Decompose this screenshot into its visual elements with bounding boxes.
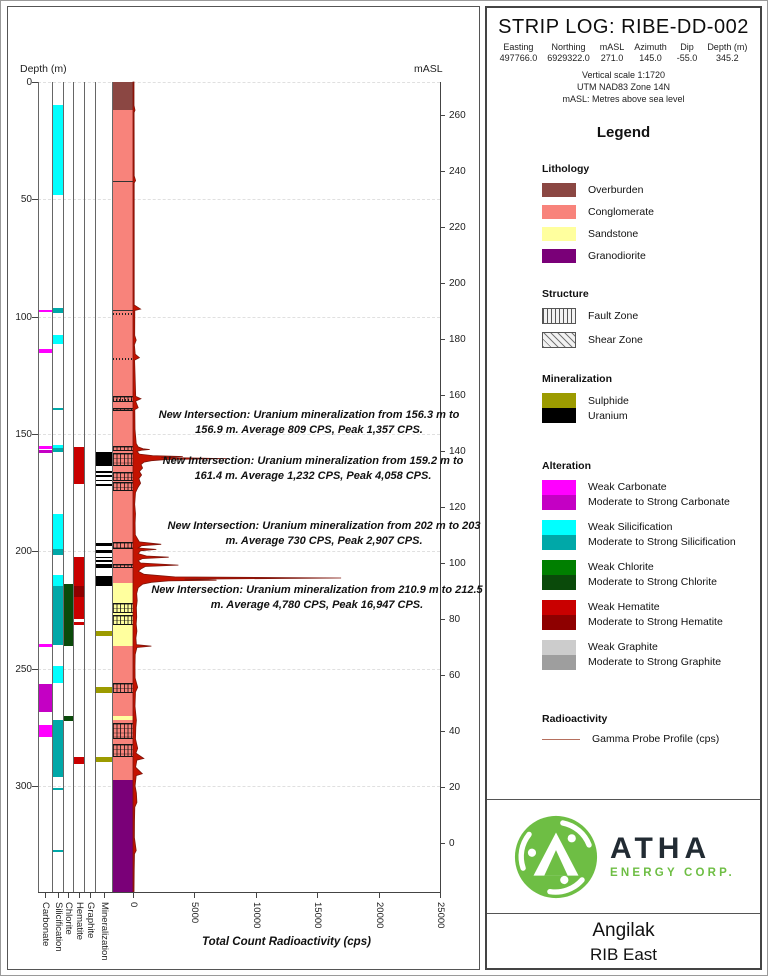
legend-alteration-item (542, 640, 760, 670)
cps-tick (194, 892, 195, 898)
lithology-label: Granodiorite (588, 250, 646, 262)
bottom-axis-line (38, 892, 440, 893)
carbonate-alteration-interval (39, 310, 52, 313)
alteration-weak-swatch (542, 640, 576, 655)
depth-tick-label: 150 (15, 428, 32, 440)
alteration-heading: Alteration (542, 460, 592, 472)
cps-tick-label: 5000 (189, 902, 201, 924)
area-name: RIB East (589, 944, 658, 964)
hematite-alteration-interval (74, 757, 84, 764)
alteration-swatch-pair (542, 480, 576, 510)
masl-note: mASL: Metres above sea level (562, 94, 685, 104)
masl-tick-label: 160 (449, 390, 466, 401)
masl-tick (440, 451, 445, 452)
carbonate-alteration-interval (39, 450, 52, 453)
masl-tick-label: 120 (449, 502, 466, 513)
alteration-labels (588, 480, 730, 510)
masl-tick-label: 60 (449, 670, 461, 681)
carbonate-alteration-interval (39, 349, 52, 353)
mineralization-label: Uranium (588, 409, 628, 422)
track-tick (90, 892, 91, 898)
hematite-alteration-interval (74, 557, 84, 586)
track-tick (58, 892, 59, 898)
cps-tick (440, 892, 441, 898)
mineralization-interval (96, 576, 112, 585)
silicification-alteration-interval (53, 549, 63, 555)
lithology-swatch (542, 227, 576, 241)
masl-tick-label: 240 (449, 166, 466, 177)
legend-mineralization-section (487, 373, 760, 423)
legend-lithology-row (542, 227, 760, 241)
lithology-stipple-line (113, 313, 134, 315)
cps-tick-label: 10000 (250, 902, 262, 929)
lithology-heading: Lithology (542, 163, 590, 175)
meta-value: 145.0 (639, 53, 662, 63)
alteration-strong-swatch (542, 535, 576, 550)
track-boundary-line (38, 82, 39, 892)
silicification-alteration-interval (53, 586, 63, 645)
cps-tick-label: 20000 (373, 902, 385, 929)
collar-metadata (487, 42, 760, 63)
masl-tick-label: 80 (449, 614, 461, 625)
masl-tick (440, 619, 445, 620)
silicification-alteration-interval (53, 666, 63, 682)
log-title: STRIP LOG: RIBE-DD-002 (498, 16, 749, 38)
hematite-alteration-interval (74, 447, 84, 484)
alteration-labels (588, 640, 721, 670)
meta-value: 345.2 (716, 53, 739, 63)
cps-tick-label: 15000 (312, 902, 324, 929)
legend-radioactivity-section (487, 713, 760, 745)
alteration-strong-label: Moderate to Strong Silicification (588, 536, 736, 548)
legend-alteration-section (487, 460, 760, 680)
cps-tick (317, 892, 318, 898)
meta-label: Northing (551, 42, 586, 52)
meta-label: Easting (503, 42, 534, 52)
masl-tick-label: 0 (449, 838, 455, 849)
masl-tick-label: 260 (449, 110, 466, 121)
fault-zone-interval (113, 396, 134, 402)
intersection-annotation-1: New Intersection: Uranium mineralization from 156.3 m to 156.9 m. Average 809 CPS, Peak 1,357 CPS. (158, 409, 460, 436)
alteration-weak-label: Weak Silicification (588, 521, 673, 533)
intersection-annotation-4: New Intersection: Uranium mineralization from 210.9 m to 212.5 m. Average 4,780 CPS, Peak 16,947 CPS. (151, 584, 483, 611)
fault-zone-interval (113, 542, 134, 549)
gamma-line-sample (542, 739, 580, 740)
cps-tick (133, 892, 134, 898)
fault-zone-interval (113, 482, 134, 491)
mineralization-interval (96, 484, 112, 486)
track-tick (45, 892, 46, 898)
alteration-strong-label: Moderate to Strong Graphite (588, 656, 722, 668)
track-boundary-line (95, 82, 96, 892)
track-label-mineralization: Mineralization (98, 902, 110, 961)
masl-tick (440, 171, 445, 172)
lithology-swatch (542, 183, 576, 197)
fault-zone-interval (113, 723, 134, 739)
lithology-swatch (542, 205, 576, 219)
alteration-weak-swatch (542, 600, 576, 615)
alteration-weak-swatch (542, 520, 576, 535)
track-boundary-line (73, 82, 74, 892)
legend-alteration-item (542, 480, 760, 510)
legend-lithology-row (542, 183, 760, 197)
alteration-labels (588, 560, 717, 590)
alteration-strong-swatch (542, 495, 576, 510)
track-boundary-line (63, 82, 64, 892)
carbonate-alteration-interval (39, 725, 52, 737)
meta-label: Depth (m) (707, 42, 748, 52)
legend-alteration-item (542, 600, 760, 630)
masl-tick (440, 115, 445, 116)
alteration-labels (588, 520, 736, 550)
masl-tick (440, 731, 445, 732)
fault-zone-interval (113, 408, 134, 412)
lithology-label: Conglomerate (588, 206, 654, 218)
silicification-alteration-interval (53, 575, 63, 586)
fault-zone-interval (113, 603, 134, 613)
masl-tick (440, 227, 445, 228)
meta-column (707, 42, 747, 63)
lithology-label: Sandstone (588, 228, 639, 240)
logo-company-name: ATHA (610, 832, 712, 865)
legend-mineralization-row (542, 408, 760, 423)
structure-label: Shear Zone (588, 334, 643, 346)
depth-axis-label: Depth (m) (20, 63, 67, 75)
hematite-alteration-interval (74, 597, 84, 619)
lithology-label: Overburden (588, 184, 644, 196)
meta-column (547, 42, 590, 63)
silicification-alteration-interval (53, 514, 63, 549)
carbonate-alteration-interval (39, 644, 52, 647)
masl-tick (440, 563, 445, 564)
hematite-alteration-interval (74, 622, 84, 625)
masl-tick (440, 507, 445, 508)
masl-tick-label: 40 (449, 726, 461, 737)
masl-tick (440, 395, 445, 396)
fault-zone-interval (113, 615, 134, 625)
mineralization-interval (96, 557, 112, 559)
track-tick (68, 892, 69, 898)
masl-tick (440, 339, 445, 340)
meta-column (600, 42, 625, 63)
cps-tick (256, 892, 257, 898)
alteration-strong-swatch (542, 615, 576, 630)
intersection-annotation-3: New Intersection: Uranium mineralization from 202 m to 203 m. Average 730 CPS, Peak 2,907 CPS. (167, 520, 481, 547)
mineralization-swatch (542, 393, 576, 408)
shear-zone-swatch (542, 332, 576, 348)
meta-value: 6929322.0 (547, 53, 590, 63)
mineralization-interval (96, 543, 112, 547)
legend-structure-section (487, 288, 760, 356)
meta-column (500, 42, 538, 63)
lithology-interval (113, 82, 134, 110)
chlorite-alteration-interval (64, 584, 73, 646)
alteration-swatch-pair (542, 520, 576, 550)
masl-tick (440, 675, 445, 676)
masl-tick-label: 140 (449, 446, 466, 457)
legend-lithology-row (542, 205, 760, 219)
legend-lithology-section (487, 163, 760, 271)
masl-axis-line (440, 82, 441, 892)
logo-tagline: ENERGY CORP. (610, 867, 735, 879)
mineralization-interval (96, 452, 112, 465)
track-tick (104, 892, 105, 898)
cps-tick (379, 892, 380, 898)
alteration-labels (588, 600, 723, 630)
mineralization-interval (96, 564, 112, 568)
fault-zone-interval (113, 472, 134, 481)
meta-value: 497766.0 (499, 53, 538, 63)
lithology-stipple-line (113, 358, 134, 360)
mineralization-interval (96, 475, 112, 477)
meta-value: 271.0 (600, 53, 624, 63)
silicification-alteration-interval (53, 308, 63, 313)
silicification-alteration-interval (53, 408, 63, 410)
fault-zone-swatch (542, 308, 576, 324)
mineralization-interval (96, 480, 112, 482)
alteration-swatch-pair (542, 600, 576, 630)
cps-tick-label: 0 (128, 902, 139, 908)
meta-label: mASL (599, 42, 625, 52)
mineralization-interval (96, 757, 112, 762)
mineralization-heading: Mineralization (542, 373, 613, 385)
meta-label: Dip (680, 42, 694, 52)
site-box (487, 913, 760, 970)
strip-log-plot (8, 7, 483, 969)
silicification-alteration-interval (53, 448, 63, 452)
masl-tick-label: 100 (449, 558, 466, 569)
lithology-swatch (542, 249, 576, 263)
mineralization-interval (96, 471, 112, 473)
track-boundary-line (84, 82, 85, 892)
fault-zone-interval (113, 683, 134, 692)
mineralization-interval (96, 560, 112, 562)
track-tick (79, 892, 80, 898)
legend-alteration-item (542, 520, 760, 550)
strip-log-panel (7, 6, 483, 970)
depth-tick-label: 250 (15, 663, 32, 675)
legend-structure-row (542, 332, 760, 348)
track-label-carbonate: Carbonate (40, 902, 51, 947)
mineralization-interval (96, 550, 112, 554)
structure-heading: Structure (542, 288, 589, 300)
fault-zone-interval (113, 446, 134, 451)
meta-column (677, 42, 698, 63)
radioactivity-axis-title: Total Count Radioactivity (cps) (202, 936, 371, 948)
masl-tick-label: 180 (449, 334, 466, 345)
vertical-scale-note: Vertical scale 1:1720 (581, 70, 666, 80)
fault-zone-interval (113, 564, 134, 569)
lithology-contact-line (113, 310, 134, 311)
alteration-weak-swatch (542, 480, 576, 495)
mineralization-interval (96, 631, 112, 636)
legend-mineralization-row (542, 393, 760, 408)
alteration-swatch-pair (542, 640, 576, 670)
masl-tick-label: 20 (449, 782, 461, 793)
track-label-silicification: Silicification (52, 902, 64, 952)
atha-logo-icon (512, 813, 600, 901)
alteration-weak-label: Weak Chlorite (588, 561, 654, 573)
utm-note: UTM NAD83 Zone 14N (576, 82, 671, 92)
alteration-weak-label: Weak Graphite (588, 641, 658, 653)
fault-zone-interval (113, 453, 134, 466)
alteration-swatch-pair (542, 560, 576, 590)
track-label-hematite: Hematite (73, 902, 85, 941)
carbonate-alteration-interval (39, 684, 52, 712)
alteration-strong-label: Moderate to Strong Hematite (588, 616, 723, 628)
depth-tick-label: 200 (15, 546, 32, 558)
alteration-weak-label: Weak Carbonate (588, 481, 667, 493)
track-label-graphite: Graphite (84, 902, 96, 939)
chlorite-alteration-interval (64, 716, 73, 721)
legend-structure-row (542, 308, 760, 324)
masl-tick (440, 283, 445, 284)
depth-tick-label: 50 (20, 194, 32, 206)
depth-tick-label: 0 (26, 77, 32, 88)
cps-tick-label: 25000 (435, 902, 446, 929)
alteration-strong-label: Moderate to Strong Chlorite (588, 576, 717, 588)
depth-tick-label: 100 (15, 311, 32, 323)
lithology-contact-line (113, 181, 134, 182)
alteration-strong-swatch (542, 575, 576, 590)
masl-axis-label: mASL (414, 63, 443, 75)
meta-value: -55.0 (676, 53, 698, 63)
carbonate-alteration-interval (39, 446, 52, 449)
silicification-alteration-interval (53, 788, 63, 790)
alteration-strong-swatch (542, 655, 576, 670)
lithology-interval (113, 646, 134, 715)
lithology-interval (113, 780, 134, 892)
radioactivity-heading: Radioactivity (542, 713, 608, 725)
silicification-alteration-interval (53, 335, 63, 343)
masl-tick (440, 843, 445, 844)
legend-title: Legend (596, 124, 651, 141)
project-name: Angilak (592, 919, 655, 941)
meta-column (634, 42, 667, 63)
alteration-strong-label: Moderate to Strong Carbonate (588, 496, 730, 508)
structure-label: Fault Zone (588, 310, 639, 322)
fault-zone-interval (113, 744, 134, 757)
gamma-line-label: Gamma Probe Profile (cps) (592, 733, 720, 745)
intersection-annotation-2: New Intersection: Uranium mineralization from 159.2 m to 161.4 m. Average 1,232 CPS, Peak 4,058 CPS. (162, 455, 464, 482)
track-label-chlorite: Chlorite (63, 902, 74, 935)
masl-tick-label: 200 (449, 278, 466, 289)
mineralization-label: Sulphide (588, 394, 629, 407)
alteration-weak-label: Weak Hematite (588, 601, 660, 613)
mineralization-interval (96, 687, 112, 693)
alteration-weak-swatch (542, 560, 576, 575)
legend-alteration-item (542, 560, 760, 590)
depth-tick-label: 300 (15, 780, 32, 792)
log-header (487, 16, 760, 104)
masl-tick (440, 787, 445, 788)
hematite-alteration-interval (74, 586, 84, 597)
gamma-probe-curve (133, 82, 448, 894)
silicification-alteration-interval (53, 850, 63, 852)
title-legend-panel (485, 6, 762, 970)
silicification-alteration-interval (53, 105, 63, 194)
legend-lithology-row (542, 249, 760, 263)
meta-label: Azimuth (634, 42, 667, 52)
company-logo (487, 799, 760, 913)
masl-tick-label: 220 (449, 222, 466, 233)
silicification-alteration-interval (53, 720, 63, 777)
mineralization-swatch (542, 408, 576, 423)
